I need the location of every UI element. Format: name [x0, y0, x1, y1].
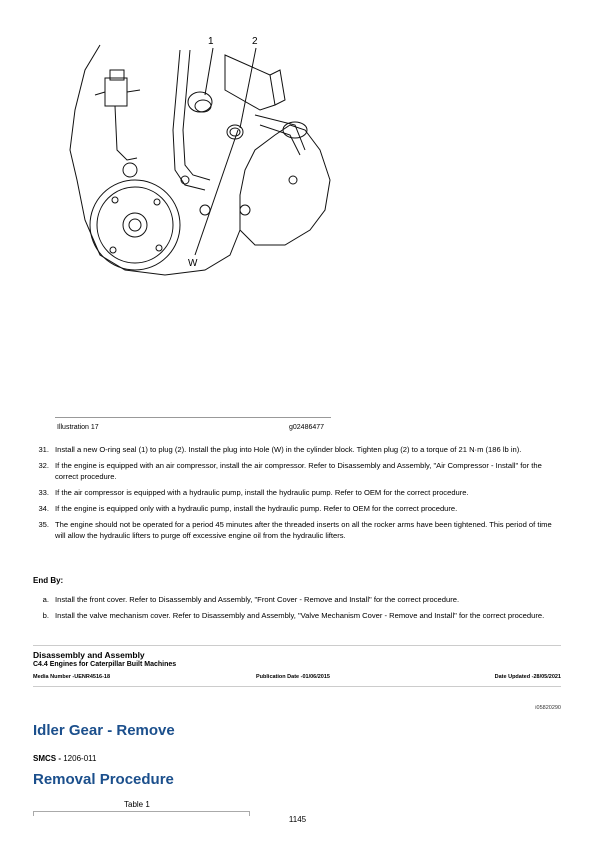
illustration-code: g02486477	[289, 424, 325, 431]
illustration-caption: Illustration 17	[57, 424, 99, 431]
table-label: Table 1	[124, 800, 150, 809]
engine-illustration	[55, 30, 335, 415]
media-number: Media Number -UENR4516-18	[33, 674, 111, 680]
step-number: 34.	[38, 503, 49, 513]
step-item	[33, 445, 558, 456]
end-by-heading: End By:	[33, 576, 64, 585]
step-text: If the engine is equipped with an air compressor, install the air compressor. Refer to Disassembly and Assembly, "Air Compressor - Install" for the correct procedure.	[55, 461, 542, 481]
step-item	[33, 504, 558, 515]
date-updated: Date Updated -28/05/2021	[494, 674, 561, 680]
publication-date: Publication Date -01/06/2015	[256, 674, 330, 680]
step-number: 35.	[38, 519, 49, 529]
step-text: Install the valve mechanism cover. Refer to Disassembly and Assembly, "Valve Mechanism Cover - Remove and Install" for the correct procedure.	[55, 611, 545, 621]
manual-title: Disassembly and Assembly	[33, 650, 145, 660]
callout-w: W	[188, 258, 198, 269]
page-number: 1145	[288, 815, 307, 824]
caption-divider	[55, 417, 331, 418]
step-number: 31.	[38, 445, 49, 454]
section-heading: Idler Gear - Remove	[33, 722, 175, 739]
step-item	[33, 520, 558, 541]
step-item	[33, 488, 558, 499]
procedure-heading: Removal Procedure	[33, 771, 174, 788]
end-by-item	[33, 595, 558, 606]
document-id: i05820290	[535, 705, 561, 711]
step-text: If the air compressor is equipped with a hydraulic pump, install the hydraulic pump. Refer to OEM for the correct procedure.	[55, 487, 469, 497]
manual-subtitle: C4.4 Engines for Caterpillar Built Machines	[33, 661, 177, 668]
step-number: 32.	[38, 461, 49, 471]
smcs-label: SMCS -	[33, 754, 61, 763]
end-by-item	[33, 611, 558, 622]
end-by-steps	[33, 595, 558, 627]
step-text: The engine should not be operated for a period 45 minutes after the threaded inserts on all the rocker arms have been tightened. This period of time will allow the hydraulic lifters to purge off excessive engine oil from the hydraulic lifters.	[55, 519, 552, 540]
step-text: Install a new O-ring seal (1) to plug (2). Install the plug into Hole (W) in the cylinder block. Tighten plug (2) to a torque of 21 N·m (186 lb in).	[55, 445, 522, 454]
step-item	[33, 461, 558, 482]
step-letter: a.	[42, 595, 49, 604]
smcs-code	[33, 754, 96, 763]
meta-divider	[33, 686, 561, 687]
step-text: Install the front cover. Refer to Disassembly and Assembly, "Front Cover - Remove and Install" for the correct procedure.	[55, 595, 460, 604]
step-text: If the engine is equipped only with a hydraulic pump, install the hydraulic pump. Refer to OEM for the correct procedure.	[55, 503, 458, 513]
step-letter: b.	[42, 611, 49, 621]
smcs-value: 1206-011	[63, 754, 97, 763]
section-divider	[33, 645, 561, 646]
callout-2: 2	[252, 36, 258, 47]
procedure-steps	[33, 445, 558, 547]
step-number: 33.	[38, 487, 49, 497]
callout-1: 1	[208, 36, 214, 47]
